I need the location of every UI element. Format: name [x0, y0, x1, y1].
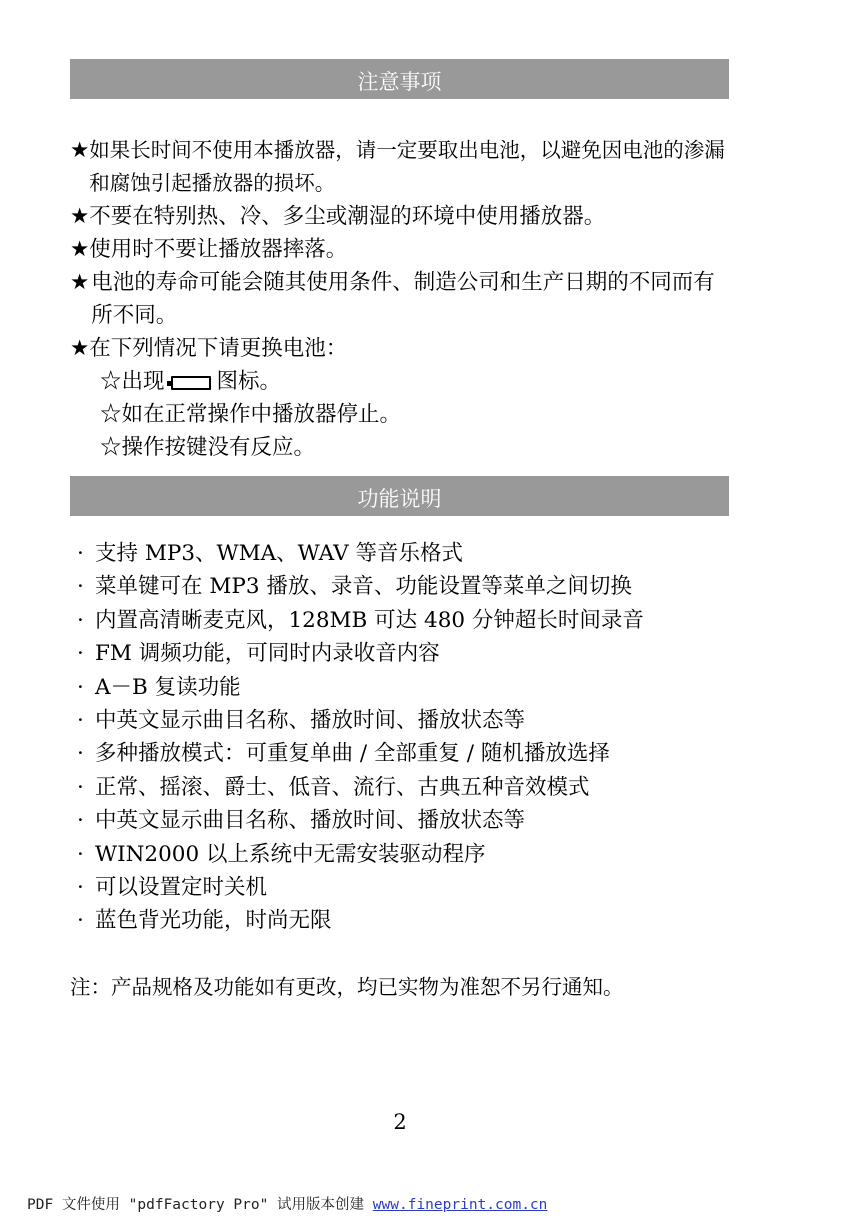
star-icon: ★	[70, 336, 90, 361]
feature-text: WIN2000 以上系统中无需安装驱动程序	[95, 841, 486, 867]
features-list	[77, 537, 644, 938]
bullet-icon: ·	[77, 774, 84, 800]
feature-item	[77, 704, 644, 737]
empty-battery-icon	[171, 376, 211, 390]
bullet-icon: ·	[77, 741, 84, 767]
footnote: 注：产品规格及功能如有更改，均已实物为准恕不另行通知。	[70, 975, 624, 999]
feature-text: 可以设置定时关机	[95, 875, 268, 901]
features-heading: 功能说明	[70, 476, 729, 516]
feature-item	[77, 604, 644, 637]
feature-item	[77, 771, 644, 804]
feature-text: 中英文显示曲目名称、播放时间、播放状态等	[95, 708, 526, 734]
feature-text: 蓝色背光功能，时尚无限	[95, 908, 332, 934]
star-icon: ★	[70, 270, 90, 295]
pdf-footer-text: PDF 文件使用 "pdfFactory Pro" 试用版本创建	[27, 1197, 373, 1213]
notice-heading: 注意事项	[70, 59, 729, 99]
notice-item	[70, 134, 740, 200]
feature-item	[77, 904, 644, 937]
notice-item	[70, 332, 740, 365]
notice-item-text: 在下列情况下请更换电池：	[89, 336, 348, 361]
notice-item	[70, 266, 740, 332]
no-response-subitem: ☆操作按键没有反应。	[100, 435, 316, 460]
feature-text: FM 调频功能，可同时内录收音内容	[95, 641, 440, 667]
bullet-icon: ·	[77, 808, 84, 834]
feature-item	[77, 737, 644, 770]
notice-item-text: 使用时不要让播放器摔落。	[89, 237, 348, 262]
notice-item-text: 不要在特别热、冷、多尘或潮湿的环境中使用播放器。	[89, 204, 606, 229]
feature-item	[77, 537, 644, 570]
bullet-icon: ·	[77, 708, 84, 734]
fineprint-link[interactable]: www.fineprint.com.cn	[372, 1197, 548, 1213]
bullet-icon: ·	[77, 641, 84, 667]
feature-text: 菜单键可在 MP3 播放、录音、功能设置等菜单之间切换	[95, 574, 632, 600]
notice-item-text: 电池的寿命可能会随其使用条件、制造公司和生产日期的不同而有所不同。	[91, 270, 715, 328]
bullet-icon: ·	[77, 607, 84, 633]
feature-text: A－B 复读功能	[95, 674, 241, 700]
bullet-icon: ·	[77, 574, 84, 600]
star-icon: ★	[70, 138, 90, 163]
notice-list	[70, 134, 740, 464]
bullet-icon: ·	[77, 908, 84, 934]
feature-text: 支持 MP3、WMA、WAV 等音乐格式	[95, 541, 463, 566]
feature-item	[77, 570, 644, 603]
bullet-icon: ·	[77, 841, 84, 867]
star-icon: ★	[70, 237, 90, 262]
feature-item	[77, 671, 644, 704]
subitem-prefix: ☆出现	[100, 369, 165, 394]
page-number: 2	[393, 1110, 407, 1134]
pdf-footer	[27, 1193, 547, 1214]
feature-text: 中英文显示曲目名称、播放时间、播放状态等	[95, 808, 526, 834]
notice-item	[70, 233, 740, 266]
notice-item-text: 如果长时间不使用本播放器，请一定要取出电池，以避免因电池的渗漏和腐蚀引起播放器的损坏。	[89, 138, 725, 195]
feature-text: 内置高清晰麦克风，128MB 可达 480 分钟超长时间录音	[95, 607, 644, 633]
feature-text: 正常、摇滚、爵士、低音、流行、古典五种音效模式	[95, 774, 590, 800]
feature-item	[77, 804, 644, 837]
notice-item	[70, 200, 740, 233]
feature-item	[77, 838, 644, 871]
star-icon: ★	[70, 204, 90, 229]
bullet-icon: ·	[77, 674, 84, 700]
bullet-icon: ·	[77, 541, 84, 566]
feature-text: 多种播放模式：可重复单曲 / 全部重复 / 随机播放选择	[95, 741, 610, 767]
battery-subitem	[70, 365, 740, 398]
bullet-icon: ·	[77, 875, 84, 901]
feature-item	[77, 637, 644, 670]
stop-subitem: ☆如在正常操作中播放器停止。	[100, 402, 402, 427]
subitem-suffix: 图标。	[216, 369, 282, 394]
feature-item	[77, 871, 644, 904]
